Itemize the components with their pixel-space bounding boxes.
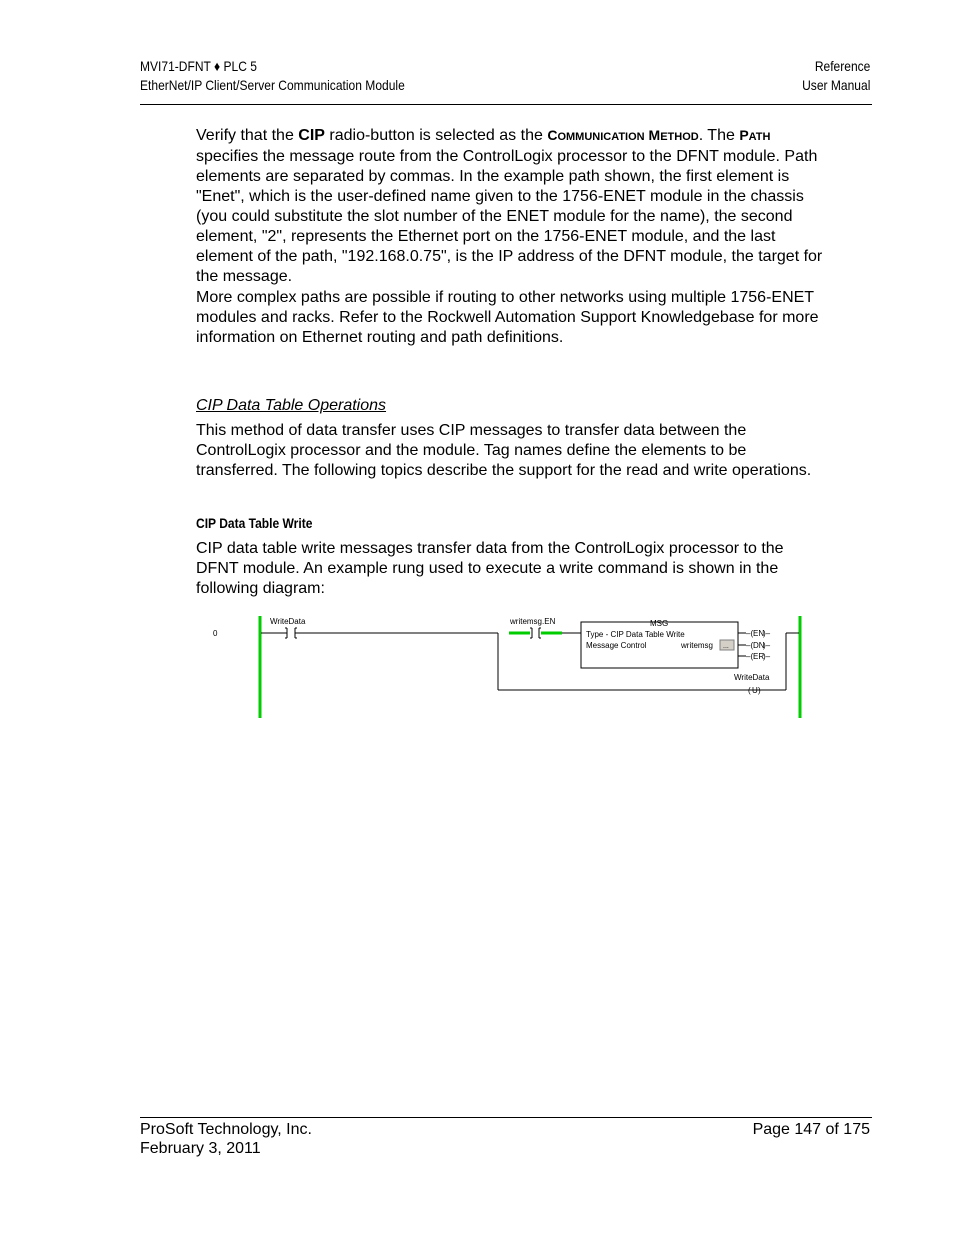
ladder-diagram xyxy=(196,612,816,722)
para1-cm-m: M xyxy=(644,127,661,143)
coil-open: ( xyxy=(748,686,751,695)
header-module: EtherNet/IP Client/Server Communication Module xyxy=(140,77,405,93)
header-manual: User Manual xyxy=(801,77,870,93)
rung-number: 0 xyxy=(213,629,218,638)
para1-cm-c: C xyxy=(547,127,558,143)
footer-date: February 3, 2011 xyxy=(140,1140,261,1157)
section-title: CIP Data Table Operations xyxy=(196,397,387,414)
out-en-label: EN xyxy=(753,629,765,638)
out-en-close: )– xyxy=(763,629,771,638)
coil-symbol: U xyxy=(752,686,758,695)
out-er-open: –( xyxy=(746,652,754,661)
header-rule xyxy=(140,104,872,105)
coil-tag: WriteData xyxy=(734,673,770,682)
paragraph-complex-paths: More complex paths are possible if routing to other networks using multiple 1756-ENET modules and racks. Refer to the Rockwell Automation Support Knowledgebase for more information on Ethernet routing and path definitions. xyxy=(196,289,819,346)
contact1-symbol xyxy=(285,628,297,638)
out-er-label: ER xyxy=(753,652,765,661)
header-product: MVI71-DFNT ♦ PLC 5 xyxy=(140,58,257,74)
paragraph-write-messages: CIP data table write messages transfer data from the ControlLogix processor to the DFNT module. An example rung used to execute a write command is shown in the following diagram: xyxy=(196,540,784,597)
header-section: Reference xyxy=(814,58,870,74)
para1-cm-rest1: OMMUNICATION xyxy=(557,131,645,143)
footer-page-number: Page 147 of 175 xyxy=(752,1121,870,1138)
paragraph-path-description xyxy=(196,125,826,287)
msg-type: Type - CIP Data Table Write xyxy=(586,630,685,639)
para1-path-rest: ATH xyxy=(748,131,771,143)
footer-rule xyxy=(140,1117,872,1118)
coil-close: ) xyxy=(758,686,761,695)
para1-text-b: radio-button is selected as the xyxy=(324,127,548,144)
msg-control-label: Message Control xyxy=(586,641,647,650)
para1-cip: CIP xyxy=(298,127,325,144)
para1-path-p: P xyxy=(739,127,749,143)
out-er-close: )– xyxy=(763,652,771,661)
msg-control-value: writemsg xyxy=(681,641,714,650)
msg-browse-label: ... xyxy=(723,643,729,650)
contact2-tag: writemsg.EN xyxy=(510,617,556,626)
para1-text-c: . The xyxy=(698,127,740,144)
out-dn-open: –( xyxy=(746,641,754,650)
para1-text-d: specifies the message route from the ControlLogix processor to the DFNT module. Path elements are separated by commas. In the example path shown, the first element is "Enet", which is the user-defined name given to the 1756-ENET module in the chassis (you could substitute the slot number of the ENET module for the name), the second element, "2", represents the Ethernet port on the 1756-ENET module, and the last element of the path, "192.168.0.75", is the IP address of the DFNT module, the target for the message. xyxy=(196,148,823,285)
para1-cm-rest2: ETHOD xyxy=(660,131,699,143)
header-left xyxy=(140,57,405,95)
paragraph-data-transfer: This method of data transfer uses CIP messages to transfer data between the ControlLogix processor and the module. Tag names define the elements to be transferred. The following topics describe the support for the read and write operations. xyxy=(196,422,812,479)
para1-text-a: Verify that the xyxy=(196,127,299,144)
out-dn-label: DN xyxy=(753,641,765,650)
contact1-tag: WriteData xyxy=(270,617,306,626)
contact2-symbol xyxy=(530,628,541,638)
msg-title: MSG xyxy=(650,619,669,628)
subsection-title: CIP Data Table Write xyxy=(196,515,313,531)
header-right xyxy=(802,57,870,95)
out-en-open: –( xyxy=(746,629,754,638)
footer-left xyxy=(140,1120,312,1158)
out-dn-close: )– xyxy=(763,641,771,650)
footer-company: ProSoft Technology, Inc. xyxy=(140,1121,312,1138)
